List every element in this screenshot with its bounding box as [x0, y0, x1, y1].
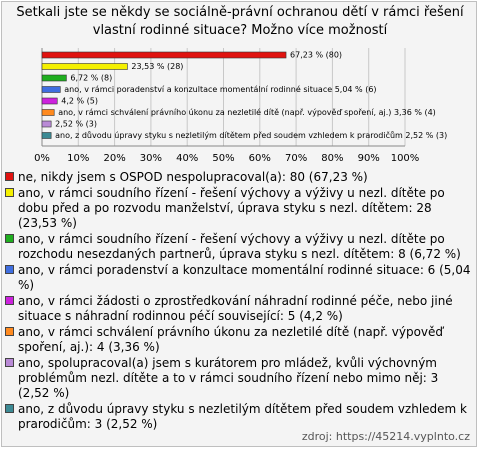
- bar-data-label: 23,53 % (28): [131, 62, 184, 71]
- x-tick-label: 40%: [176, 153, 199, 164]
- legend-swatch: [5, 234, 14, 243]
- bar: [42, 98, 57, 104]
- legend-swatch: [5, 172, 14, 181]
- bar: [42, 64, 127, 70]
- x-tick-label: 50%: [212, 153, 235, 164]
- x-tick-label: 70%: [284, 153, 308, 164]
- legend-item: [4, 186, 472, 231]
- x-tick-label: 20%: [103, 153, 126, 164]
- legend-item: [4, 263, 472, 293]
- bar: [42, 121, 51, 127]
- bar: [42, 133, 51, 139]
- legend-swatch: [5, 188, 14, 197]
- legend-label: ano, v rámci soudního řízení - řešení výchovy a výživy u nezl. dítěte po rozchodu nesezdaných partnerů, úprava styku s nezl. dítětem: 8 (6,72 %): [18, 232, 461, 261]
- bar: [42, 87, 60, 93]
- bar-chart: [0, 0, 480, 170]
- chart-legend: [4, 170, 472, 433]
- legend-label: ano, spolupracoval(a) jsem s kurátorem pro mládež, kvůli výchovným problémům nezl. dítěte a to v rámci soudního řízení nebo mimo něj: 3 (2,52 %): [18, 356, 439, 400]
- x-tick-label: 100%: [390, 153, 420, 164]
- bar-data-label: 67,23 % (80): [290, 50, 343, 60]
- bar: [42, 110, 54, 116]
- x-tick-label: 90%: [357, 153, 380, 164]
- legend-swatch: [5, 327, 14, 336]
- chart-title-line-1: Setkali jste se někdy se sociálně-právní ochranou dětí v rámci řešení: [16, 5, 464, 20]
- legend-item: [4, 402, 472, 432]
- bar-data-label: ano, v rámci schválení právního úkonu za nezletilé dítě (např. výpověď spoření, aj.) 3,36 % (4): [58, 108, 436, 117]
- bar: [42, 75, 66, 81]
- legend-item: [4, 325, 472, 355]
- x-tick-label: 0%: [34, 153, 50, 164]
- legend-label: ano, v rámci žádosti o zprostředkování náhradní rodinné péče, nebo jiné situace s náhradní rodinnou péčí související: 5 (4,2 %): [18, 294, 453, 323]
- legend-label: ano, v rámci schválení právního úkonu za nezletilé dítě (např. výpověď spoření, aj.): 4 (3,36 %): [18, 325, 444, 354]
- source-link[interactable]: zdroj: https://45214.vyplnto.cz: [301, 430, 470, 443]
- legend-swatch: [5, 358, 14, 367]
- x-tick-label: 10%: [67, 153, 90, 164]
- bar-data-label: 4,2 % (5): [61, 96, 98, 106]
- legend-item: [4, 232, 472, 262]
- bar: [42, 52, 286, 58]
- x-tick-label: 30%: [139, 153, 163, 164]
- legend-swatch: [5, 296, 14, 305]
- bar-data-label: ano, v rámci poradenství a konzultace momentální rodinné situace 5,04 % (6): [64, 85, 377, 94]
- legend-label: ano, v rámci soudního řízení - řešení výchovy a výživy u nezl. dítěte po dobu před a po rozvodu manželství, úprava styku s nezl. dítětem: 28 (23,53 %): [18, 186, 445, 230]
- legend-item: [4, 170, 472, 185]
- legend-label: ano, z důvodu úpravy styku s nezletilým dítětem před soudem vzhledem k prarodičům: 3 (2,52 %): [18, 402, 467, 431]
- legend-item: [4, 356, 472, 401]
- bar-data-label: 6,72 % (8): [70, 73, 113, 83]
- x-tick-label: 60%: [248, 153, 271, 164]
- bar-data-label: 2,52 % (3): [55, 119, 97, 129]
- legend-swatch: [5, 265, 14, 274]
- legend-swatch: [5, 404, 14, 413]
- x-tick-label: 80%: [321, 153, 344, 164]
- legend-label: ne, nikdy jsem s OSPOD nespolupracoval(a): 80 (67,23 %): [18, 170, 368, 184]
- legend-item: [4, 294, 472, 324]
- bar-data-label: ano, z důvodu úpravy styku s nezletilým dítětem před soudem vzhledem k prarodičům 2,52 % (3): [55, 131, 448, 140]
- legend-label: ano, v rámci poradenství a konzultace momentální rodinné situace: 6 (5,04 %): [18, 263, 471, 292]
- chart-title-line-2: vlastní rodinné situace? Možno více možností: [92, 23, 388, 38]
